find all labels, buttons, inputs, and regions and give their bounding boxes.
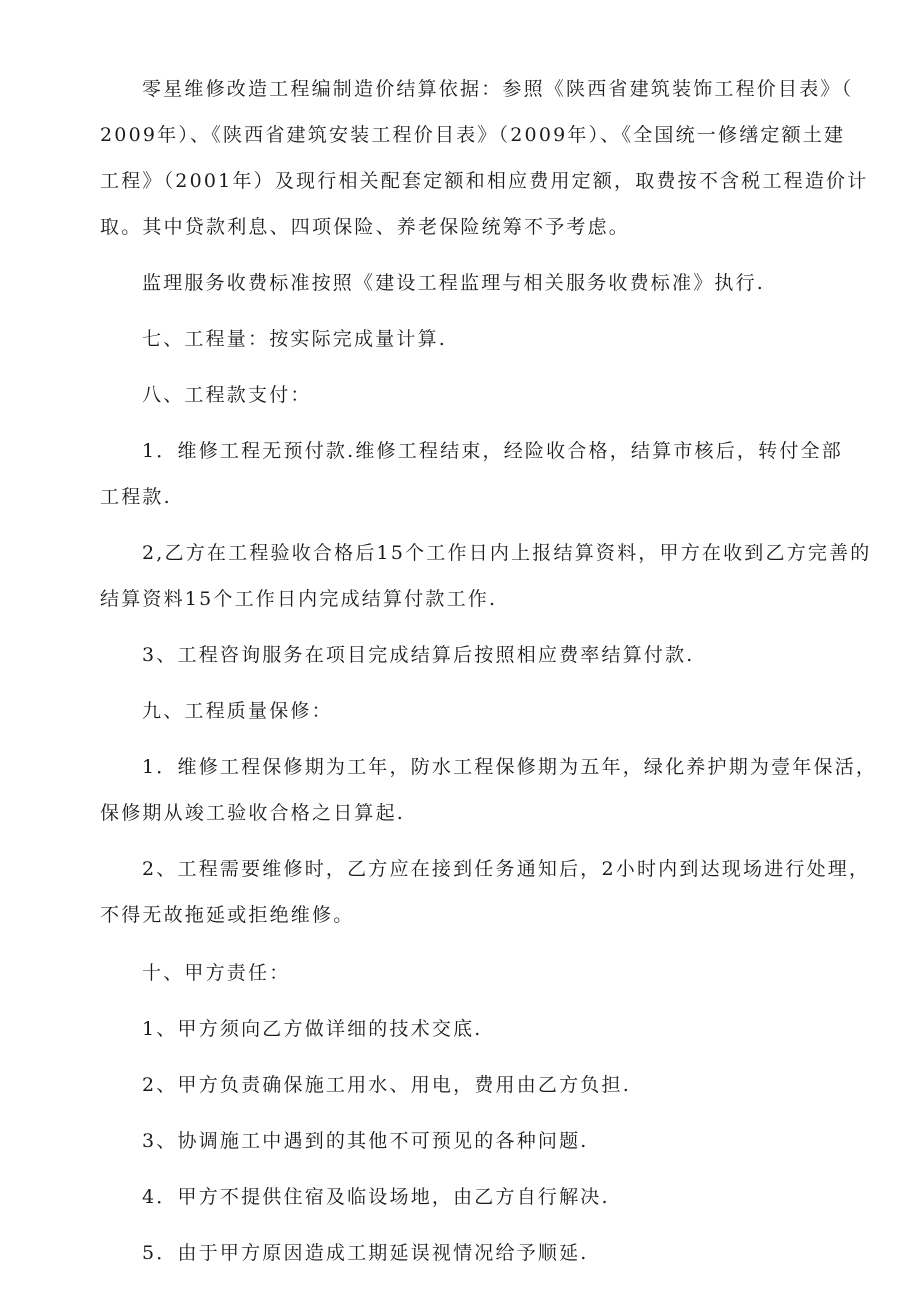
party-a-item-1: 1、甲方须向乙方做详细的技术交底. <box>142 1018 483 1040</box>
warranty-item-2-line-2: 不得无故拖延或拒绝维修。 <box>100 904 355 926</box>
party-a-item-3: 3、协调施工中遇到的其他不可预见的各种问题. <box>142 1130 589 1152</box>
paragraph-supervision-fee: 监理服务收费标准按照《建设工程监理与相关服务收费标准》执行. <box>142 272 766 294</box>
payment-item-2-line-2: 结算资料15个工作日内完成结算付款工作. <box>100 588 498 610</box>
party-a-item-2: 2、甲方负责确保施工用水、用电，费用由乙方负担. <box>142 1074 631 1096</box>
paragraph-pricing-basis-line-3: 工程》（2001年）及现行相关配套定额和相应费用定额，取费按不含税工程造价计 <box>100 170 869 192</box>
warranty-item-2-line-1: 2、工程需要维修时，乙方应在接到任务通知后，2小时内到达现场进行处理， <box>142 858 871 880</box>
section-eight-heading: 八、工程款支付： <box>142 384 312 406</box>
paragraph-pricing-basis-line-4: 取。其中贷款利息、四项保险、养老保险统筹不予考虑。 <box>100 216 631 238</box>
warranty-item-1-line-1: 1．维修工程保修期为工年，防水工程保修期为五年，绿化养护期为壹年保活， <box>142 756 878 778</box>
paragraph-pricing-basis-line-1: 零星维修改造工程编制造价结算依据：参照《陕西省建筑装饰工程价目表》（ <box>142 78 854 100</box>
warranty-item-1-line-2: 保修期从竣工验收合格之日算起. <box>100 802 406 824</box>
payment-item-2-line-1: 2,乙方在工程验收合格后15个工作日内上报结算资料，甲方在收到乙方完善的 <box>142 542 872 564</box>
section-ten-heading: 十、甲方责任： <box>142 962 291 984</box>
section-seven-heading: 七、工程量：按实际完成量计算. <box>142 328 448 350</box>
document-body <box>100 66 878 1276</box>
party-a-item-4: 4．甲方不提供住宿及临设场地，由乙方自行解决. <box>142 1186 610 1208</box>
paragraph-pricing-basis-line-2: 2009年）、《陕西省建筑安装工程价目表》（2009年）、《全国统一修缮定额土建 <box>100 124 846 146</box>
payment-item-1-line-1: 1．维修工程无预付款.维修工程结束，经险收合格，结算市核后，转付全部 <box>142 440 843 462</box>
payment-item-3: 3、工程咨询服务在项目完成结算后按照相应费率结算付款. <box>142 644 695 666</box>
section-nine-heading: 九、工程质量保修： <box>142 700 333 722</box>
payment-item-1-line-2: 工程款. <box>100 486 172 508</box>
party-a-item-5: 5．由于甲方原因造成工期延误视情况给予顺延. <box>142 1242 589 1264</box>
